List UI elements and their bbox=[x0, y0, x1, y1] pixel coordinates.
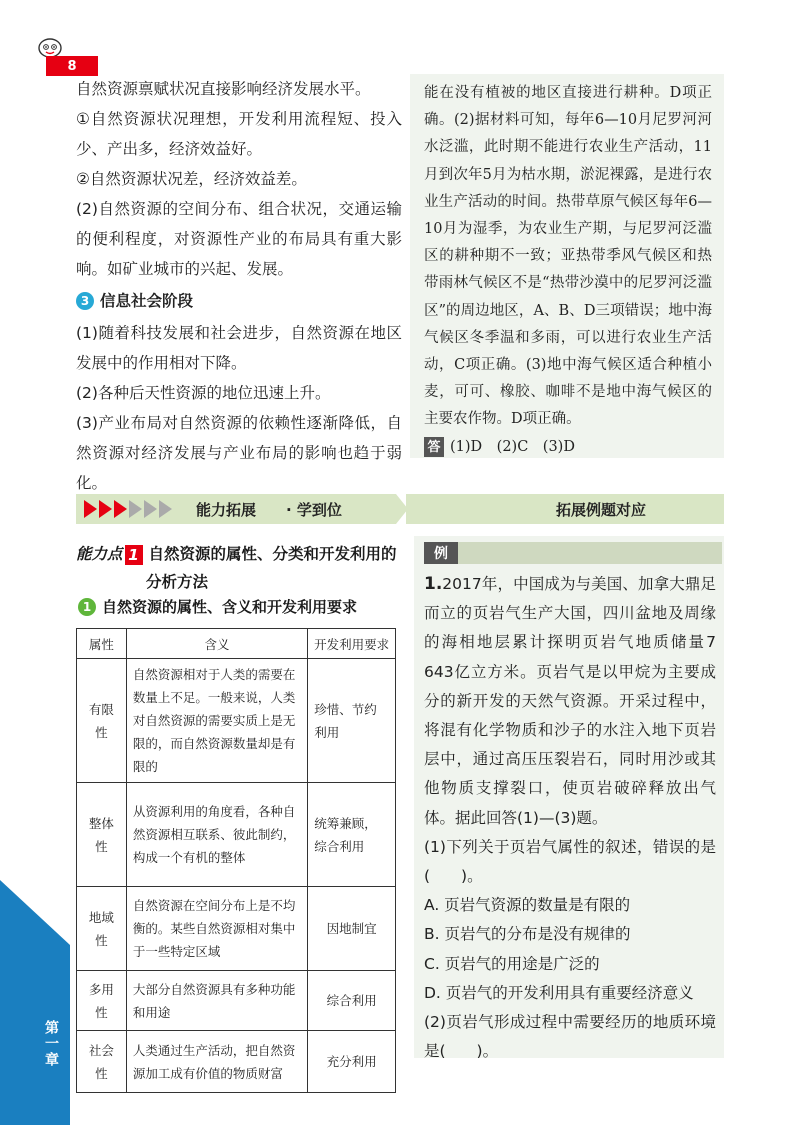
section-heading bbox=[76, 286, 402, 316]
table-header-row bbox=[77, 629, 396, 659]
table-cell-req: 充分利用 bbox=[308, 1031, 396, 1093]
table-cell-meaning: 自然资源相对于人类的需要在数量上不足。一般来说，人类对自然资源的需要实质上是无限的，而自然资源数量却是有限的 bbox=[126, 659, 307, 783]
table-cell-req: 珍惜、节约利用 bbox=[308, 659, 396, 783]
stem-text: 2017年，中国成为与美国、加拿大鼎足而立的页岩气生产大国，四川盆地及周缘的海相地层累计探明页岩气地质储量7 643亿立方米。页岩气是以甲烷为主要成分的新开发的天然气资源。开采过程中，将混有化学物质和沙子的水注入地下页岩层中，通过高压压裂岩石，同时用沙或其他物质支撑裂口，使页岩破碎释放出气体。据此回答(1)—(3)题。 bbox=[424, 575, 716, 827]
chapter-label: 第一章 bbox=[43, 1020, 59, 1068]
analysis-panel bbox=[410, 74, 724, 458]
table-cell-attr: 多用性 bbox=[77, 971, 127, 1031]
sub-number: 1 bbox=[78, 598, 96, 616]
answer-badge: 答 bbox=[424, 437, 444, 457]
paragraph: ②自然资源状况差，经济效益差。 bbox=[76, 170, 307, 188]
banner-title: 能力拓展 bbox=[196, 501, 257, 519]
answer-line bbox=[424, 434, 712, 461]
table-row bbox=[77, 1031, 396, 1093]
option-c: C. 页岩气的用途是广泛的 bbox=[424, 954, 600, 973]
question-number: 1. bbox=[424, 574, 443, 594]
example-badge: 例 bbox=[424, 542, 458, 564]
example-text bbox=[424, 570, 716, 1066]
sub-heading bbox=[78, 596, 357, 617]
table-cell-meaning: 大部分自然资源具有多种功能和用途 bbox=[126, 971, 307, 1031]
page-number: 8 bbox=[46, 56, 98, 76]
attribute-table bbox=[76, 628, 396, 1093]
table-row bbox=[77, 887, 396, 971]
table-row bbox=[77, 971, 396, 1031]
example-badge-bar bbox=[424, 542, 722, 564]
paragraph: ①自然资源状况理想，开发利用流程短、投入少、产出多，经济效益好。 bbox=[76, 110, 402, 158]
ability-tag: 能力点 bbox=[76, 545, 123, 563]
banner-subtitle: · 学到位 bbox=[286, 501, 342, 519]
paragraph: (3)产业布局对自然资源的依赖性逐渐降低，自然资源对经济发展与产业布局的影响也趋于弱化。 bbox=[76, 414, 402, 492]
question-2: (2)页岩气形成过程中需要经历的地质环境是( )。 bbox=[424, 1013, 716, 1061]
question-1: (1)下列关于页岩气属性的叙述，错误的是( )。 bbox=[424, 837, 716, 886]
analysis-text: 能在没有植被的地区直接进行耕种。D项正确。(2)据材料可知，每年6—10月尼罗河河水泛滥，此时期不能进行农业生产活动，11月到次年5月为枯水期，淤泥裸露，是进行农业生产活动的时间。热带草原气候区每年6—10月为湿季，为农业生产期，与尼罗河泛滥区的耕种期不一致；亚热带季风气候区和热带雨林气候区不是“热带沙漠中的尼罗河泛滥区”的周边地区，A、B、D三项错误；地中海气候区冬季温和多雨，可以进行农业生产活动，C项正确。(3)地中海气候区适合种植小麦，可可、橡胶、咖啡不是地中海气候区的主要农作物。D项正确。 bbox=[424, 85, 712, 428]
table-row bbox=[77, 659, 396, 783]
table-cell-meaning: 从资源利用的角度看，各种自然资源相互联系、彼此制约，构成一个有机的整体 bbox=[126, 783, 307, 887]
table-row bbox=[77, 783, 396, 887]
section-number: 3 bbox=[76, 292, 94, 310]
table-cell-meaning: 自然资源在空间分布上是不均衡的。某些自然资源相对集中于一些特定区域 bbox=[126, 887, 307, 971]
table-header: 属性 bbox=[77, 629, 127, 659]
table-cell-req: 统筹兼顾，综合利用 bbox=[308, 783, 396, 887]
paragraph: 自然资源禀赋状况直接影响经济发展水平。 bbox=[76, 80, 371, 98]
section-banner bbox=[76, 494, 724, 524]
table-cell-meaning: 人类通过生产活动，把自然资源加工成有价值的物质财富 bbox=[126, 1031, 307, 1093]
table-cell-attr: 地域性 bbox=[77, 887, 127, 971]
option-a: A. 页岩气资源的数量是有限的 bbox=[424, 896, 631, 915]
table-header: 含义 bbox=[126, 629, 307, 659]
ability-title: 自然资源的属性、分类和开发利用的 bbox=[148, 545, 397, 563]
paragraph: (1)随着科技发展和社会进步，自然资源在地区发展中的作用相对下降。 bbox=[76, 324, 402, 372]
side-decoration bbox=[0, 880, 70, 1125]
answer-text: (1)D (2)C (3)D bbox=[450, 438, 575, 455]
section-title: 信息社会阶段 bbox=[100, 292, 194, 310]
ability-heading bbox=[76, 540, 406, 596]
table-cell-attr: 有限性 bbox=[77, 659, 127, 783]
left-top-column bbox=[76, 74, 402, 498]
table-cell-attr: 整体性 bbox=[77, 783, 127, 887]
example-panel bbox=[414, 536, 724, 1061]
ability-number: 1 bbox=[125, 545, 143, 565]
paragraph: (2)自然资源的空间分布、组合状况，交通运输的便利程度，对资源性产业的布局具有重大影响。如矿业城市的兴起、发展。 bbox=[76, 200, 402, 278]
table-header: 开发利用要求 bbox=[308, 629, 396, 659]
table-cell-attr: 社会性 bbox=[77, 1031, 127, 1093]
option-b: B. 页岩气的分布是没有规律的 bbox=[424, 925, 631, 944]
ability-title-line2: 分析方法 bbox=[146, 573, 209, 591]
banner-right-title: 拓展例题对应 bbox=[556, 501, 647, 519]
question-stem bbox=[424, 570, 716, 833]
arrows-icon bbox=[84, 500, 172, 518]
table-cell-req: 综合利用 bbox=[308, 971, 396, 1031]
sub-title: 自然资源的属性、含义和开发利用要求 bbox=[102, 598, 358, 616]
option-d: D. 页岩气的开发利用具有重要经济意义 bbox=[424, 983, 694, 1002]
paragraph: (2)各种后天性资源的地位迅速上升。 bbox=[76, 384, 331, 402]
table-cell-req: 因地制宜 bbox=[308, 887, 396, 971]
